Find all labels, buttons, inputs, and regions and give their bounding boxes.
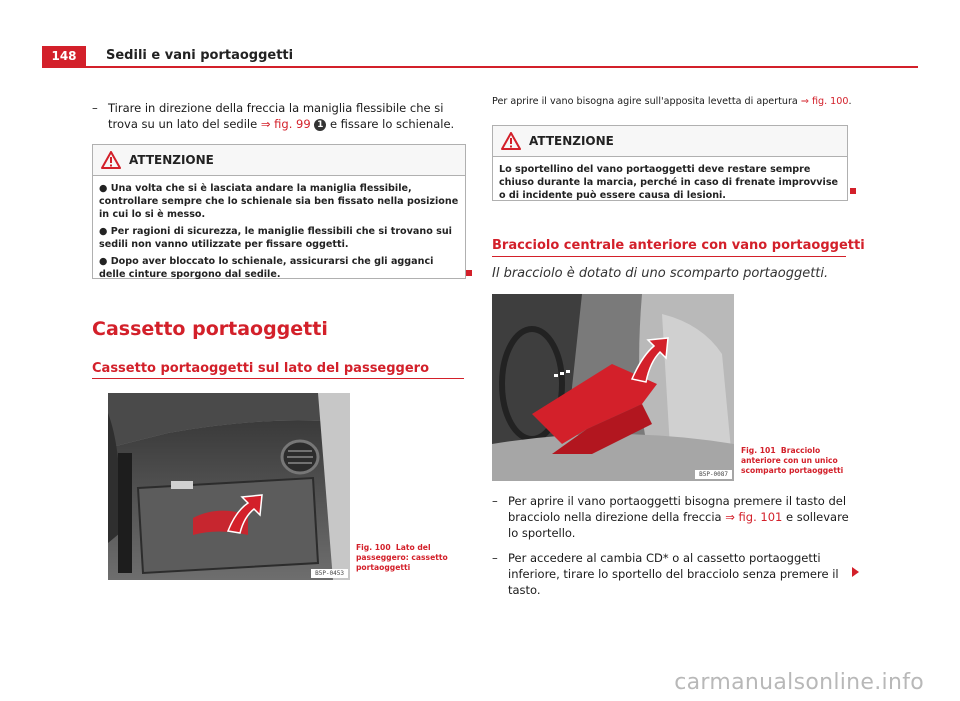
section-end-marker <box>466 270 472 276</box>
left-step-1 <box>92 100 464 132</box>
warning-box-right <box>492 125 848 201</box>
right-intro <box>492 96 852 108</box>
step-text-a: Per aprire il vano portaoggetti bisogna premere il tasto del bracciolo nella direzione della freccia <box>508 494 847 524</box>
intro-text: Per aprire il vano bisogna agire sull'apposita levetta di apertura <box>492 96 801 107</box>
subsection-rule <box>492 256 846 257</box>
page-number: 148 <box>42 46 86 66</box>
fig-100-ref-link[interactable]: ⇒ fig. 100 <box>800 96 849 107</box>
step-text-b: e fissare lo schienale. <box>326 117 455 131</box>
caption-text: Lato del passeggero: cassetto portaoggetti <box>356 543 448 572</box>
figure-code: B5P-0453 <box>311 569 348 578</box>
figure-101-caption <box>741 446 849 476</box>
warning-triangle-icon <box>501 132 521 150</box>
figure-101-armrest-image <box>492 294 734 481</box>
watermark: carmanualsonline.info <box>674 670 924 695</box>
fig-101-ref-link[interactable]: ⇒ fig. 101 <box>725 510 783 524</box>
header-rule <box>42 66 918 68</box>
warning-header <box>93 145 465 176</box>
figure-100-glovebox-image <box>108 393 350 580</box>
right-step-1 <box>492 493 850 541</box>
subsection-title: Cassetto portaoggetti sul lato del passeggero <box>92 361 430 376</box>
subsection-intro: Il bracciolo è dotato di uno scomparto portaoggetti. <box>492 266 829 281</box>
subsection-title-armrest: Bracciolo centrale anteriore con vano portaoggetti <box>492 238 865 253</box>
intro-end: . <box>848 96 852 107</box>
section-end-marker <box>850 188 856 194</box>
warning-bullet: ● Per ragioni di sicurezza, le maniglie flessibili che si trovano sui sedili non vanno utilizzate per fissare oggetti. <box>99 226 452 250</box>
figure-code: B5P-0087 <box>695 470 732 479</box>
armrest-illustration <box>492 294 734 481</box>
step-text-b: e sollevare lo sportello. <box>508 510 849 540</box>
warning-header <box>493 126 847 157</box>
step-dash: – <box>92 101 98 115</box>
step-dash: – <box>492 494 498 508</box>
step-text-a: Tirare in direzione della freccia la maniglia flessibile che si trova su un lato del sedile <box>108 101 444 131</box>
warning-bullet: ● Una volta che si è lasciata andare la maniglia flessibile, controllare sempre che lo schienale sia ben fissato nella posizione in cui lo si è messo. <box>99 183 459 220</box>
warning-title: ATTENZIONE <box>529 134 614 148</box>
caption-label: Fig. 100 <box>356 543 391 552</box>
continue-arrow-icon <box>852 567 859 577</box>
callout-number: 1 <box>314 119 326 131</box>
warning-box-left <box>92 144 466 279</box>
figure-100-caption <box>356 543 464 573</box>
caption-label: Fig. 101 <box>741 446 776 455</box>
glovebox-illustration <box>108 393 350 580</box>
fig-99-ref-link[interactable]: ⇒ fig. 99 <box>260 117 311 131</box>
warning-triangle-icon <box>101 151 121 169</box>
warning-bullet: ● Dopo aver bloccato lo schienale, assicurarsi che gli agganci delle cinture sporgono dal sedile. <box>99 256 434 280</box>
step-text: Per accedere al cambia CD* o al cassetto portaoggetti inferiore, tirare lo sportello del bracciolo senza premere il tasto. <box>508 551 839 597</box>
section-title: Cassetto portaoggetti <box>92 318 328 340</box>
warning-body <box>93 176 465 289</box>
warning-text: Lo sportellino del vano portaoggetti deve restare sempre chiuso durante la marcia, perché in caso di frenate improvvise o di incidente può essere causa di lesioni. <box>499 164 839 201</box>
right-step-2 <box>492 550 850 598</box>
warning-body <box>493 157 847 210</box>
caption-text: Bracciolo anteriore con un unico scomparto portaoggetti <box>741 446 844 475</box>
step-dash: – <box>492 551 498 565</box>
subsection-rule <box>92 378 464 379</box>
page-header-title: Sedili e vani portaoggetti <box>106 48 294 63</box>
warning-title: ATTENZIONE <box>129 153 214 167</box>
